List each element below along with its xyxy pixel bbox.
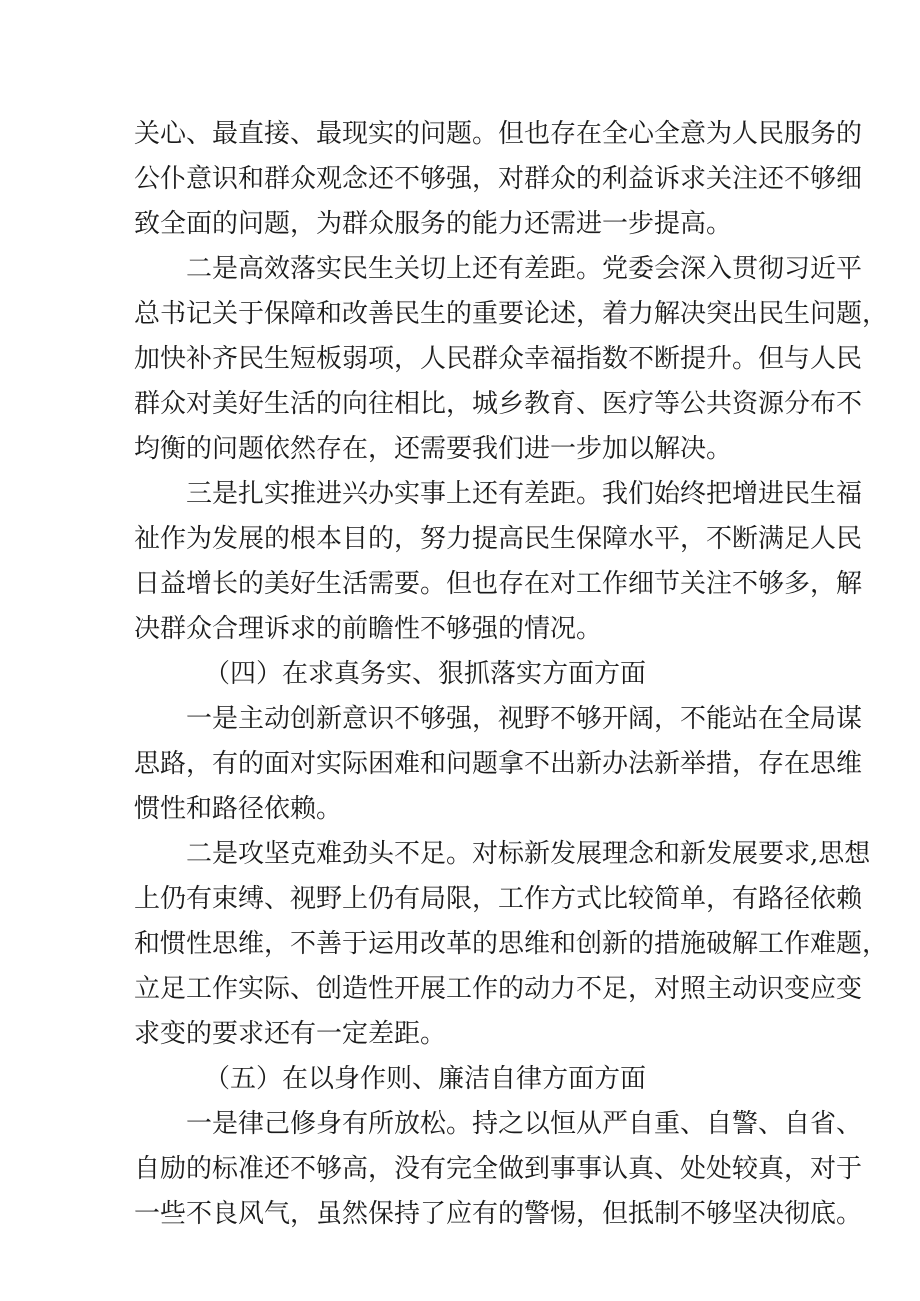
text-line: 群众对美好生活的向往相比，城乡教育、医疗等公共资源分布不 xyxy=(134,389,863,419)
text-line: 决群众合理诉求的前瞻性不够强的情况。 xyxy=(134,614,603,644)
text-line: 一是主动创新意识不够强，视野不够开阔，不能站在全局谋 xyxy=(186,704,863,734)
paragraph-tackling-difficulties xyxy=(134,832,889,1057)
text-line: 和惯性思维，不善于运用改革的思维和创新的措施破解工作难题， xyxy=(134,929,889,959)
paragraph-livelihood-concerns xyxy=(134,247,889,472)
text-line: 上仍有束缚、视野上仍有局限，工作方式比较简单，有路径依赖 xyxy=(134,884,863,914)
text-line: 二是高效落实民生关切上还有差距。党委会深入贯彻习近平 xyxy=(186,254,863,284)
text-line: 日益增长的美好生活需要。但也存在对工作细节关注不够多，解 xyxy=(134,569,863,599)
text-line: 关心、最直接、最现实的问题。但也存在全心全意为人民服务的 xyxy=(134,119,863,149)
text-line: 立足工作实际、创造性开展工作的动力不足，对照主动识变应变 xyxy=(134,974,863,1004)
text-line: 二是攻坚克难劲头不足。对标新发展理念和新发展要求,思想 xyxy=(186,839,871,869)
text-line: 加快补齐民生短板弱项，人民群众幸福指数不断提升。但与人民 xyxy=(134,344,863,374)
text-line: 公仆意识和群众观念还不够强，对群众的利益诉求关注还不够细 xyxy=(134,164,863,194)
section-heading-four xyxy=(134,652,794,697)
text-line: 一是律己修身有所放松。持之以恒从严自重、自警、自省、 xyxy=(186,1109,863,1139)
text-line: 思路，有的面对实际困难和问题拿不出新办法新举措，存在思维 xyxy=(134,749,863,779)
document-body xyxy=(134,112,889,1237)
text-line: 总书记关于保障和改善民生的重要论述，着力解决突出民生问题， xyxy=(134,299,889,329)
text-line: 一些不良风气，虽然保持了应有的警惕，但抵制不够坚决彻底。 xyxy=(134,1199,863,1229)
section-heading-five xyxy=(134,1057,794,1102)
text-line: 自励的标准还不够高，没有完全做到事事认真、处处较真，对于 xyxy=(134,1154,863,1184)
paragraph-continuation xyxy=(134,112,863,247)
text-line: 祉作为发展的根本目的，努力提高民生保障水平，不断满足人民 xyxy=(134,524,863,554)
text-line: 惯性和路径依赖。 xyxy=(134,794,343,824)
text-line: 致全面的问题，为群众服务的能力还需进一步提高。 xyxy=(134,209,733,239)
section-heading-text: （五）在以身作则、廉洁自律方面方面 xyxy=(204,1064,647,1094)
text-line: 求变的要求还有一定差距。 xyxy=(134,1019,447,1049)
text-line: 三是扎实推进兴办实事上还有差距。我们始终把增进民生福 xyxy=(186,479,863,509)
paragraph-innovation xyxy=(134,697,863,832)
text-line: 均衡的问题依然存在，还需要我们进一步加以解决。 xyxy=(134,434,733,464)
paragraph-self-discipline xyxy=(134,1102,863,1237)
section-heading-text: （四）在求真务实、狠抓落实方面方面 xyxy=(204,659,647,689)
paragraph-practical-matters xyxy=(134,472,863,652)
